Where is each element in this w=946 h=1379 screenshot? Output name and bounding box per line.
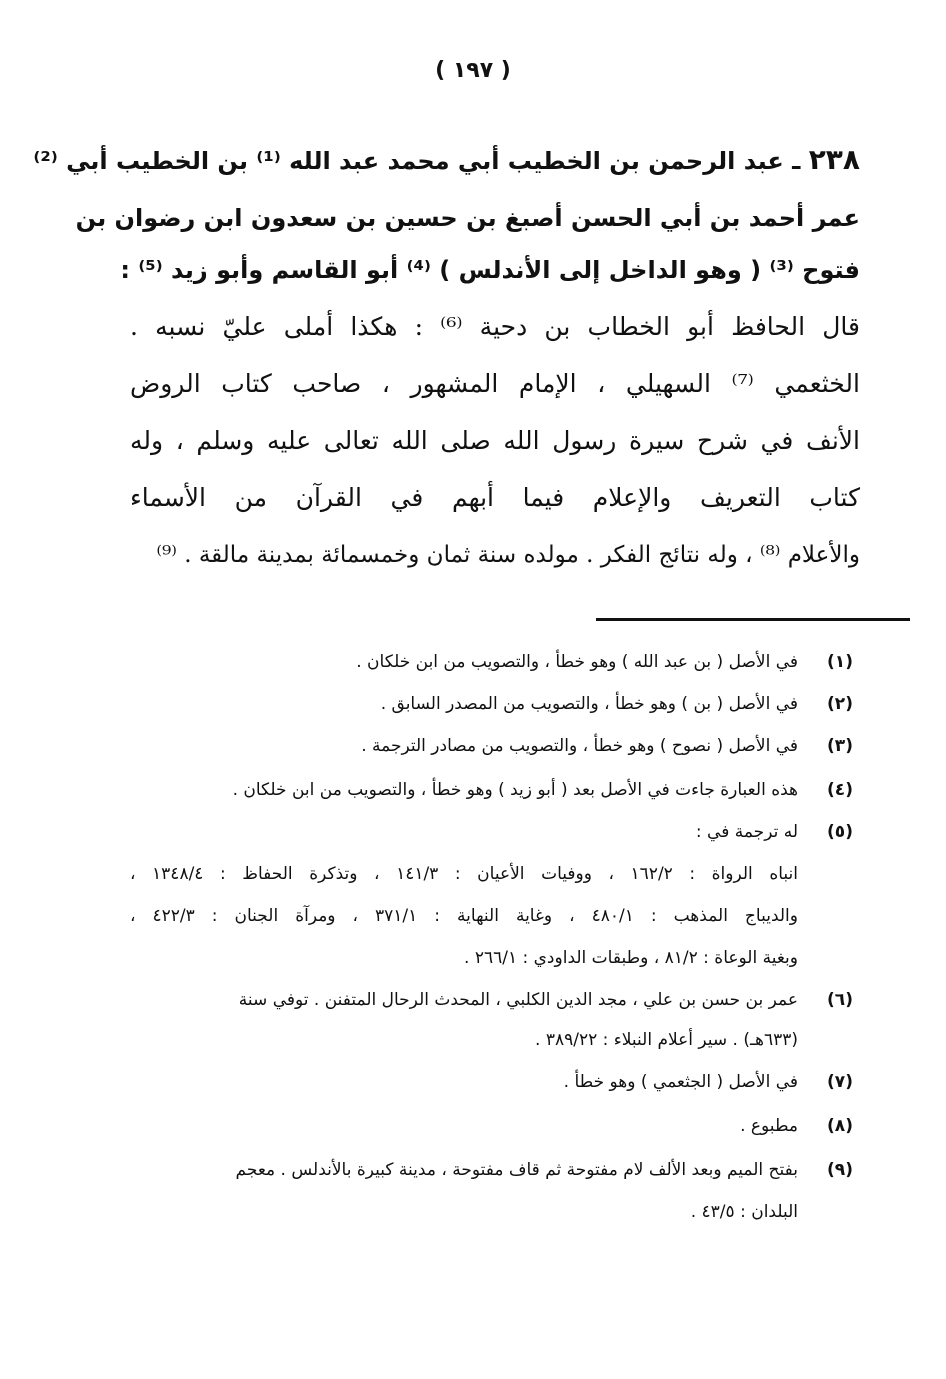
entry-body-line-5: والأعلام ⁽⁸⁾ ، وله نتائج الفكر . مولده سنة ثمان وخمسمائة بمدينة مالقة . ⁽⁹⁾ (156, 542, 860, 568)
footnote-number: (٣) (827, 736, 853, 756)
footnote-text: عمر بن حسن بن علي ، مجد الدين الكلبي ، المحدث الرحال المتفنن . توفي سنة (238, 990, 798, 1010)
footnote-text: في الأصل ( بن عبد الله ) وهو خطأ ، والتصويب من ابن خلكان . (356, 652, 798, 672)
footnote-text: بفتح الميم وبعد الألف لام مفتوحة ثم قاف مفتوحة ، مدينة كبيرة بالأندلس . معجم (235, 1160, 798, 1180)
footnote-6-continuation: (٦٣٣هـ) . سير أعلام النبلاء : ٣٨٩/٢٢ . (535, 1030, 798, 1050)
footnote-number: (٧) (827, 1072, 853, 1092)
entry-body-line-4: كتاب التعريف والإعلام فيما أبهم في القرآن من الأسماء (130, 483, 860, 512)
footnote-number: (١) (827, 652, 853, 672)
footnote-text: له ترجمة في : (695, 822, 798, 842)
entry-heading-text: ـ عبد الرحمن بن الخطيب أبي محمد عبد الله ⁽¹⁾ بن الخطيب أبي ⁽²⁾ (33, 147, 801, 175)
entry-body-line-2: الخثعمي ⁽⁷⁾ السهيلي ، الإمام المشهور ، صاحب كتاب الروض (130, 369, 860, 398)
footnote-number: (٩) (827, 1160, 853, 1180)
page-number: ( ١٩٧ ) (435, 58, 511, 83)
footnote-separator (596, 618, 910, 621)
entry-number: ٢٣٨ (808, 143, 860, 176)
footnote-number: (٥) (827, 822, 853, 842)
footnote-text: مطبوع . (740, 1116, 798, 1136)
entry-body-line-3: الأنف في شرح سيرة رسول الله صلى الله تعالى عليه وسلم ، وله (130, 426, 860, 455)
footnote-text: هذه العبارة جاءت في الأصل بعد ( أبو زيد ) وهو خطأ ، والتصويب من ابن خلكان . (232, 780, 798, 800)
footnote-text: في الأصل ( بن ) وهو خطأ ، والتصويب من المصدر السابق . (380, 694, 798, 714)
footnote-9-continuation: البلدان : ٤٣/٥ . (690, 1202, 798, 1222)
footnote-number: (٢) (827, 694, 853, 714)
entry-heading-line (33, 143, 860, 177)
footnote-text: في الأصل ( الجثعمي ) وهو خطأ . (563, 1072, 798, 1092)
footnote-number: (٤) (827, 780, 853, 800)
footnote-number: (٦) (827, 990, 853, 1010)
footnote-5-continuation-3: وبغية الوعاة : ٨١/٢ ، وطبقات الداودي : ٢٦٦/١ . (464, 948, 798, 968)
entry-heading-line-3: فتوح ⁽³⁾ ( وهو الداخل إلى الأندلس ) ⁽⁴⁾ أبو القاسم وأبو زيد ⁽⁵⁾ : (120, 256, 860, 284)
footnote-5-continuation-1: انباه الرواة : ١٦٢/٢ ، ووفيات الأعيان : ١٤١/٣ ، وتذكرة الحفاظ : ١٣٤٨/٤ ، (130, 864, 799, 884)
footnote-5-continuation-2: والديباج المذهب : ٤٨٠/١ ، وغاية النهاية : ٣٧١/١ ، ومرآة الجنان : ٤٢٢/٣ ، (130, 906, 798, 926)
entry-heading-line-2: عمر أحمد بن أبي الحسن أصبغ بن حسين بن سعدون ابن رضوان بن (75, 204, 860, 232)
footnote-text: في الأصل ( نصوح ) وهو خطأ ، والتصويب من مصادر الترجمة . (361, 736, 798, 756)
entry-body-line-1: قال الحافظ أبو الخطاب بن دحية ⁽⁶⁾ : هكذا أملى عليّ نسبه . (130, 312, 860, 341)
footnote-number: (٨) (827, 1116, 853, 1136)
